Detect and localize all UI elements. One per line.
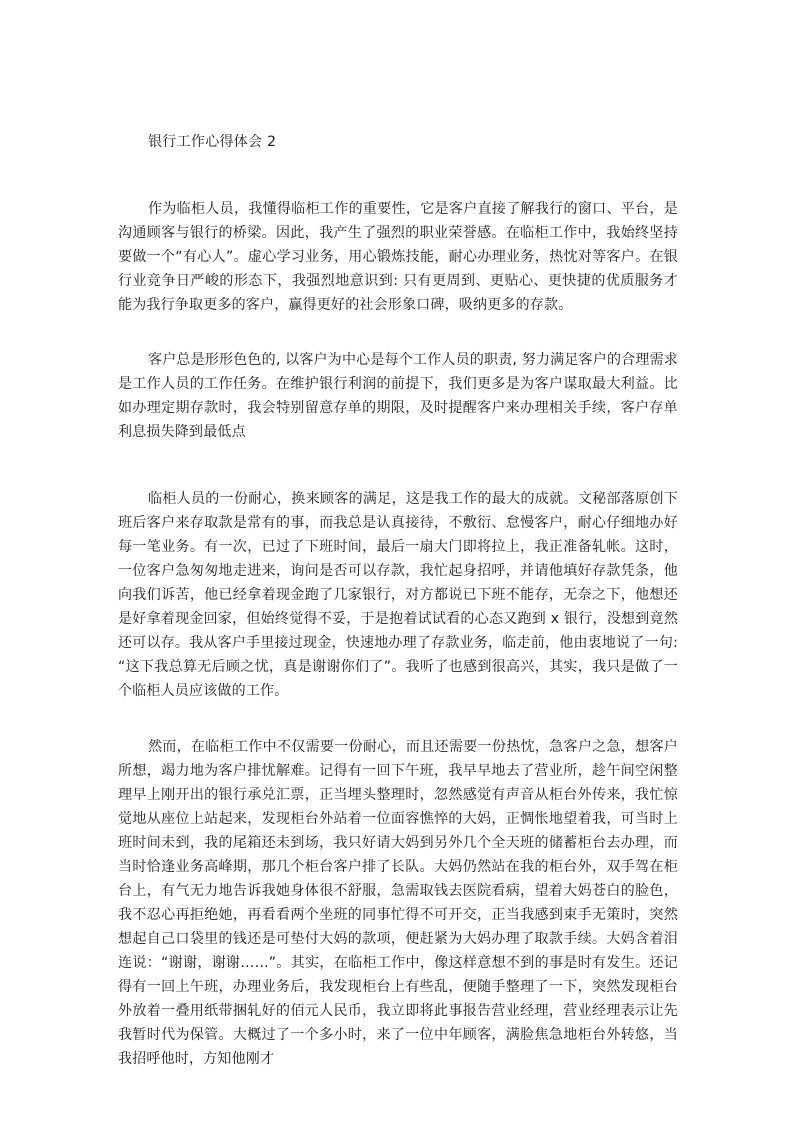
paragraph-1: 作为临柜人员，我懂得临柜工作的重要性，它是客户直接了解我行的窗口、平台，是沟通顾客与银行的桥梁。因此，我产生了强烈的职业荣誉感。在临柜工作中，我始终坚持要做一个“有心人”。虚心学习业务，用心锻炼技能，耐心办理业务，热忱对等客户。在银行业竞争日严峻的形态下，我强烈地意识到: 只有更周到、更贴心、更快捷的优质服务才能为我行争取更多的客户，赢得更好的社会形象口碑，吸纳更多的存款。 [118,201,678,313]
paragraph-4: 然而，在临柜工作中不仅需要一份耐心，而且还需要一份热忱，急客户之急，想客户所想，竭力地为客户排忧解难。记得有一回下午班，我早早地去了营业所，趁午间空闲整理早上刚开出的银行承兑汇票，正当埋头整理时，忽然感觉有声音从柜台外传来，我忙惊觉地从座位上站起来，发现柜台外站着一位面容憔悴的大妈，正惆怅地望着我，可当时上班时间未到，我的尾箱还未到场，我只好请大妈到另外几个全天班的储蓄柜台去办理，而当时恰逢业务高峰期，那几个柜台客户排了长队。大妈仍然站在我的柜台外，双手驾在柜台上，有气无力地告诉我她身体很不舒服，急需取钱去医院看病，望着大妈苍白的脸色，我不忍心再拒绝她，再看看两个坐班的同事忙得不可开交，正当我感到束手无策时，突然想起自己口袋里的钱还是可垫付大妈的款项，便赶紧为大妈办理了取款手续。大妈含着泪连说：“谢谢，谢谢……”。其实，在临柜工作中，像这样意想不到的事是时有发生。还记得有一回上午班，办理业务后，我发现柜台上有些乱，便随手整理了一下，突然发现柜台外放着一叠用纸带捆轧好的佰元人民币，我立即将此事报告营业经理，营业经理表示让先我暂时代为保管。大概过了一个多小时，来了一位中年顾客，满脸焦急地柜台外转悠，当我招呼他时，方知他刚才 [118,739,678,1067]
paragraph-3: 临柜人员的一份耐心，换来顾客的满足，这是我工作的最大的成就。文秘部落原创下班后客户来存取款是常有的事，而我总是认真接待，不敷衍、怠慢客户，耐心仔细地办好每一笔业务。有一次，已过了下班时间，最后一扇大门即将拉上，我正准备轧帐。这时，一位客户急匆匆地走进来，询问是否可以存款，我忙起身招呼，并请他填好存款凭条，他向我们诉苦，他已经拿着现金跑了几家银行，对方都说已下班不能存，无奈之下，他想还是好拿着现金回家，但始终觉得不妥，于是抱着试试看的心态又跑到 x 银行，没想到竟然还可以存。我从客户手里接过现金，快速地办理了存款业务，临走前，他由衷地说了一句: “这下我总算无后顾之忧，真是谢谢你们了”。我听了也感到很高兴，其实，我只是做了一个临柜人员应该做的工作。 [118,491,678,699]
document-title: 银行工作心得体会 2 [148,134,277,150]
paragraph-2: 客户总是形形色色的, 以客户为中心是每个工作人员的职责, 努力满足客户的合理需求是工作人员的工作任务。在维护银行利润的前提下，我们更多是为客户谋取最大利益。比如办理定期存款时，我会特别留意存单的期限，及时提醒客户来办理相关手续，客户存单利息损失降到最低点 [118,352,678,440]
